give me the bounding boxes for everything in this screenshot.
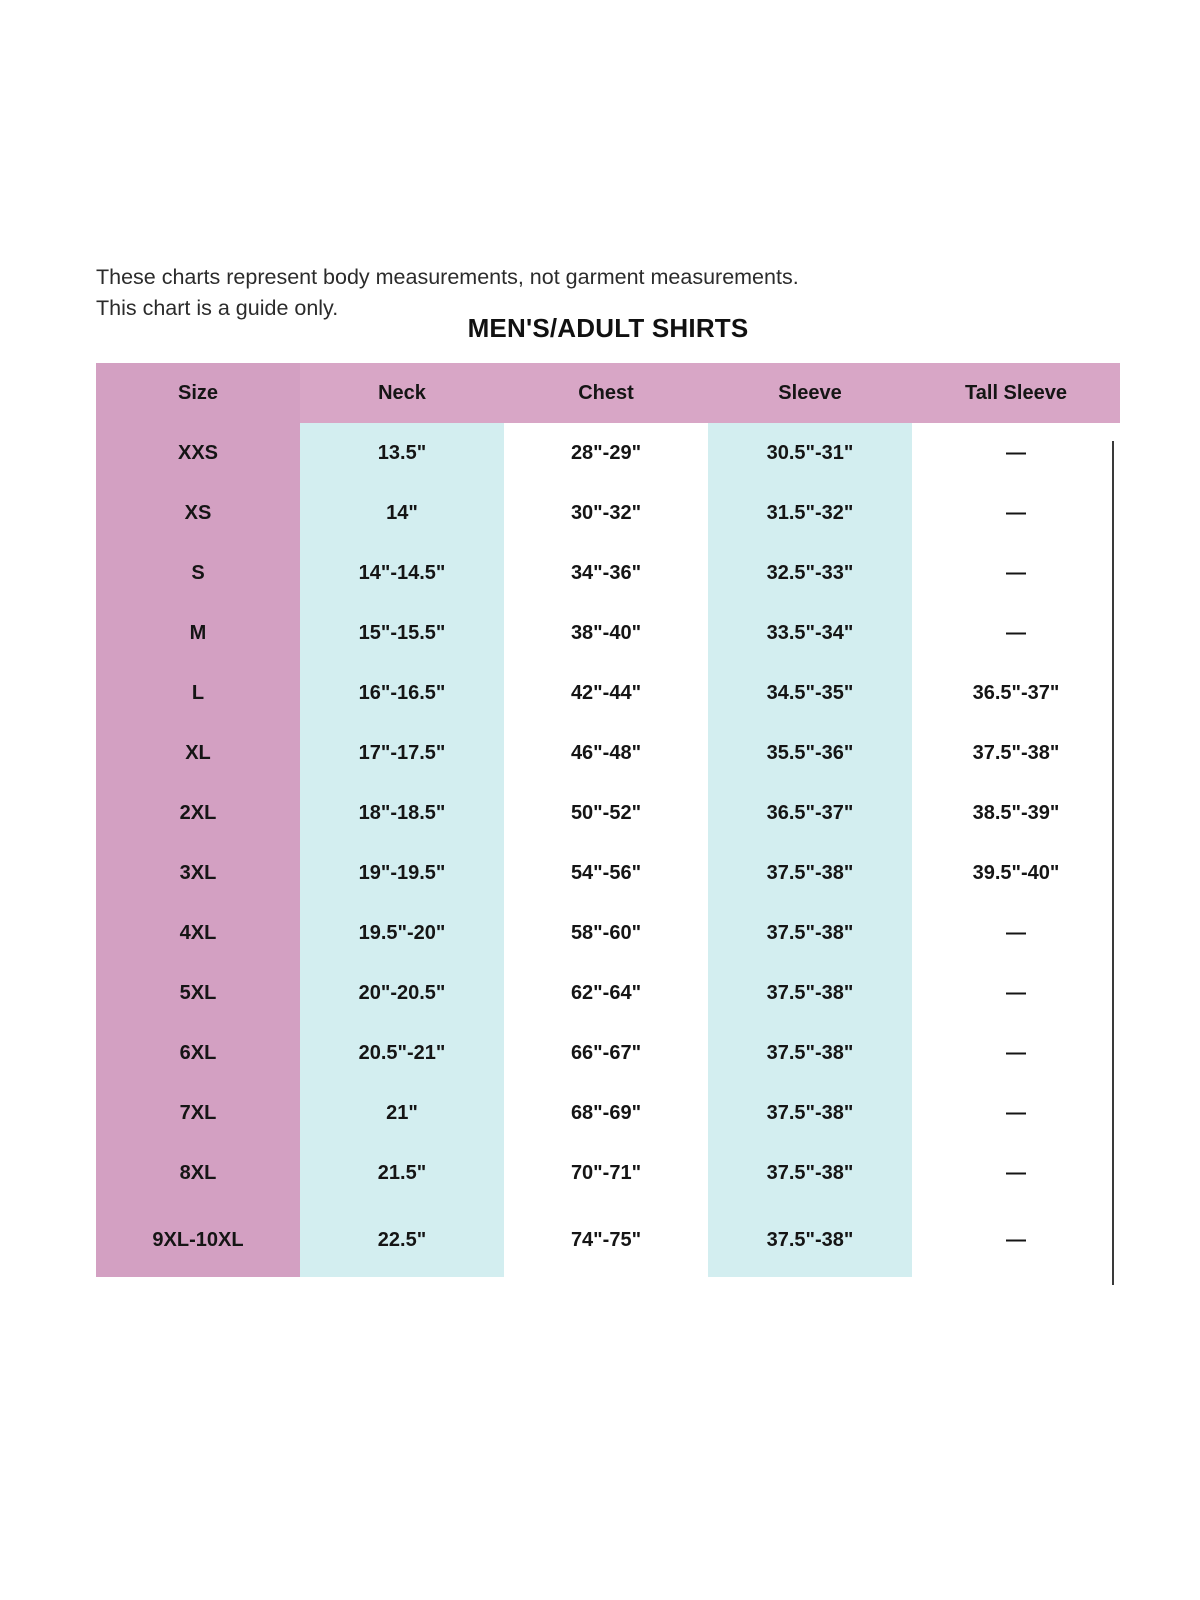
cell-tall-sleeve: —: [912, 603, 1120, 663]
table-row: [96, 843, 1120, 903]
cell-size: 4XL: [96, 903, 300, 963]
cell-chest: 58"-60": [504, 903, 708, 963]
cell-chest: 38"-40": [504, 603, 708, 663]
cell-size: XL: [96, 723, 300, 783]
cell-size: 9XL-10XL: [96, 1203, 300, 1277]
cell-size: 2XL: [96, 783, 300, 843]
cell-size: 7XL: [96, 1083, 300, 1143]
cell-chest: 70"-71": [504, 1143, 708, 1203]
cell-size: 6XL: [96, 1023, 300, 1083]
cell-sleeve: 37.5"-38": [708, 1143, 912, 1203]
cell-tall-sleeve: —: [912, 423, 1120, 483]
table-row: [96, 903, 1120, 963]
cell-chest: 30"-32": [504, 483, 708, 543]
cell-sleeve: 31.5"-32": [708, 483, 912, 543]
cell-neck: 14"-14.5": [300, 543, 504, 603]
column-header-sleeve: Sleeve: [708, 363, 912, 423]
table-row: [96, 663, 1120, 723]
cell-sleeve: 34.5"-35": [708, 663, 912, 723]
cell-size: XXS: [96, 423, 300, 483]
cell-sleeve: 37.5"-38": [708, 903, 912, 963]
cell-sleeve: 37.5"-38": [708, 963, 912, 1023]
table-row: [96, 423, 1120, 483]
cell-tall-sleeve: 39.5"-40": [912, 843, 1120, 903]
cell-chest: 66"-67": [504, 1023, 708, 1083]
cell-chest: 74"-75": [504, 1203, 708, 1277]
cell-chest: 54"-56": [504, 843, 708, 903]
cell-neck: 16"-16.5": [300, 663, 504, 723]
cell-neck: 20"-20.5": [300, 963, 504, 1023]
cell-neck: 17"-17.5": [300, 723, 504, 783]
table-right-border: [1112, 441, 1114, 1285]
table-row: [96, 963, 1120, 1023]
intro-line-1: These charts represent body measurements, not garment measurements.: [96, 265, 799, 289]
cell-sleeve: 37.5"-38": [708, 1023, 912, 1083]
table-row: [96, 1203, 1120, 1277]
cell-size: 8XL: [96, 1143, 300, 1203]
cell-sleeve: 37.5"-38": [708, 1203, 912, 1277]
cell-neck: 13.5": [300, 423, 504, 483]
cell-chest: 42"-44": [504, 663, 708, 723]
cell-tall-sleeve: —: [912, 963, 1120, 1023]
table-row: [96, 603, 1120, 663]
cell-chest: 50"-52": [504, 783, 708, 843]
cell-neck: 19"-19.5": [300, 843, 504, 903]
cell-neck: 21.5": [300, 1143, 504, 1203]
column-header-size: Size: [96, 363, 300, 423]
cell-size: XS: [96, 483, 300, 543]
cell-neck: 21": [300, 1083, 504, 1143]
cell-sleeve: 37.5"-38": [708, 1083, 912, 1143]
cell-sleeve: 35.5"-36": [708, 723, 912, 783]
cell-size: 3XL: [96, 843, 300, 903]
column-header-tall-sleeve: Tall Sleeve: [912, 363, 1120, 423]
cell-chest: 34"-36": [504, 543, 708, 603]
cell-neck: 14": [300, 483, 504, 543]
cell-neck: 20.5"-21": [300, 1023, 504, 1083]
cell-sleeve: 33.5"-34": [708, 603, 912, 663]
cell-sleeve: 30.5"-31": [708, 423, 912, 483]
cell-chest: 28"-29": [504, 423, 708, 483]
cell-tall-sleeve: —: [912, 1203, 1120, 1277]
cell-tall-sleeve: —: [912, 1143, 1120, 1203]
cell-neck: 18"-18.5": [300, 783, 504, 843]
cell-sleeve: 36.5"-37": [708, 783, 912, 843]
column-header-chest: Chest: [504, 363, 708, 423]
cell-size: 5XL: [96, 963, 300, 1023]
column-header-neck: Neck: [300, 363, 504, 423]
cell-chest: 46"-48": [504, 723, 708, 783]
cell-tall-sleeve: 36.5"-37": [912, 663, 1120, 723]
cell-neck: 19.5"-20": [300, 903, 504, 963]
cell-size: S: [96, 543, 300, 603]
table-row: [96, 543, 1120, 603]
size-table: [96, 363, 1120, 1277]
cell-tall-sleeve: —: [912, 543, 1120, 603]
cell-sleeve: 32.5"-33": [708, 543, 912, 603]
table-body: [96, 423, 1120, 1277]
table-row: [96, 1023, 1120, 1083]
table-header: [96, 363, 1120, 423]
cell-tall-sleeve: 37.5"-38": [912, 723, 1120, 783]
table-row: [96, 483, 1120, 543]
cell-sleeve: 37.5"-38": [708, 843, 912, 903]
cell-size: L: [96, 663, 300, 723]
cell-neck: 15"-15.5": [300, 603, 504, 663]
cell-tall-sleeve: 38.5"-39": [912, 783, 1120, 843]
cell-chest: 62"-64": [504, 963, 708, 1023]
table-row: [96, 1083, 1120, 1143]
intro-line-2: This chart is a guide only.: [96, 296, 339, 320]
page-title: MEN'S/ADULT SHIRTS: [467, 313, 749, 343]
cell-chest: 68"-69": [504, 1083, 708, 1143]
cell-size: M: [96, 603, 300, 663]
cell-tall-sleeve: —: [912, 483, 1120, 543]
size-table-container: [96, 363, 1120, 1277]
cell-tall-sleeve: —: [912, 903, 1120, 963]
cell-tall-sleeve: —: [912, 1023, 1120, 1083]
table-row: [96, 723, 1120, 783]
table-row: [96, 783, 1120, 843]
table-header-row: [96, 363, 1120, 423]
cell-tall-sleeve: —: [912, 1083, 1120, 1143]
cell-neck: 22.5": [300, 1203, 504, 1277]
table-row: [96, 1143, 1120, 1203]
